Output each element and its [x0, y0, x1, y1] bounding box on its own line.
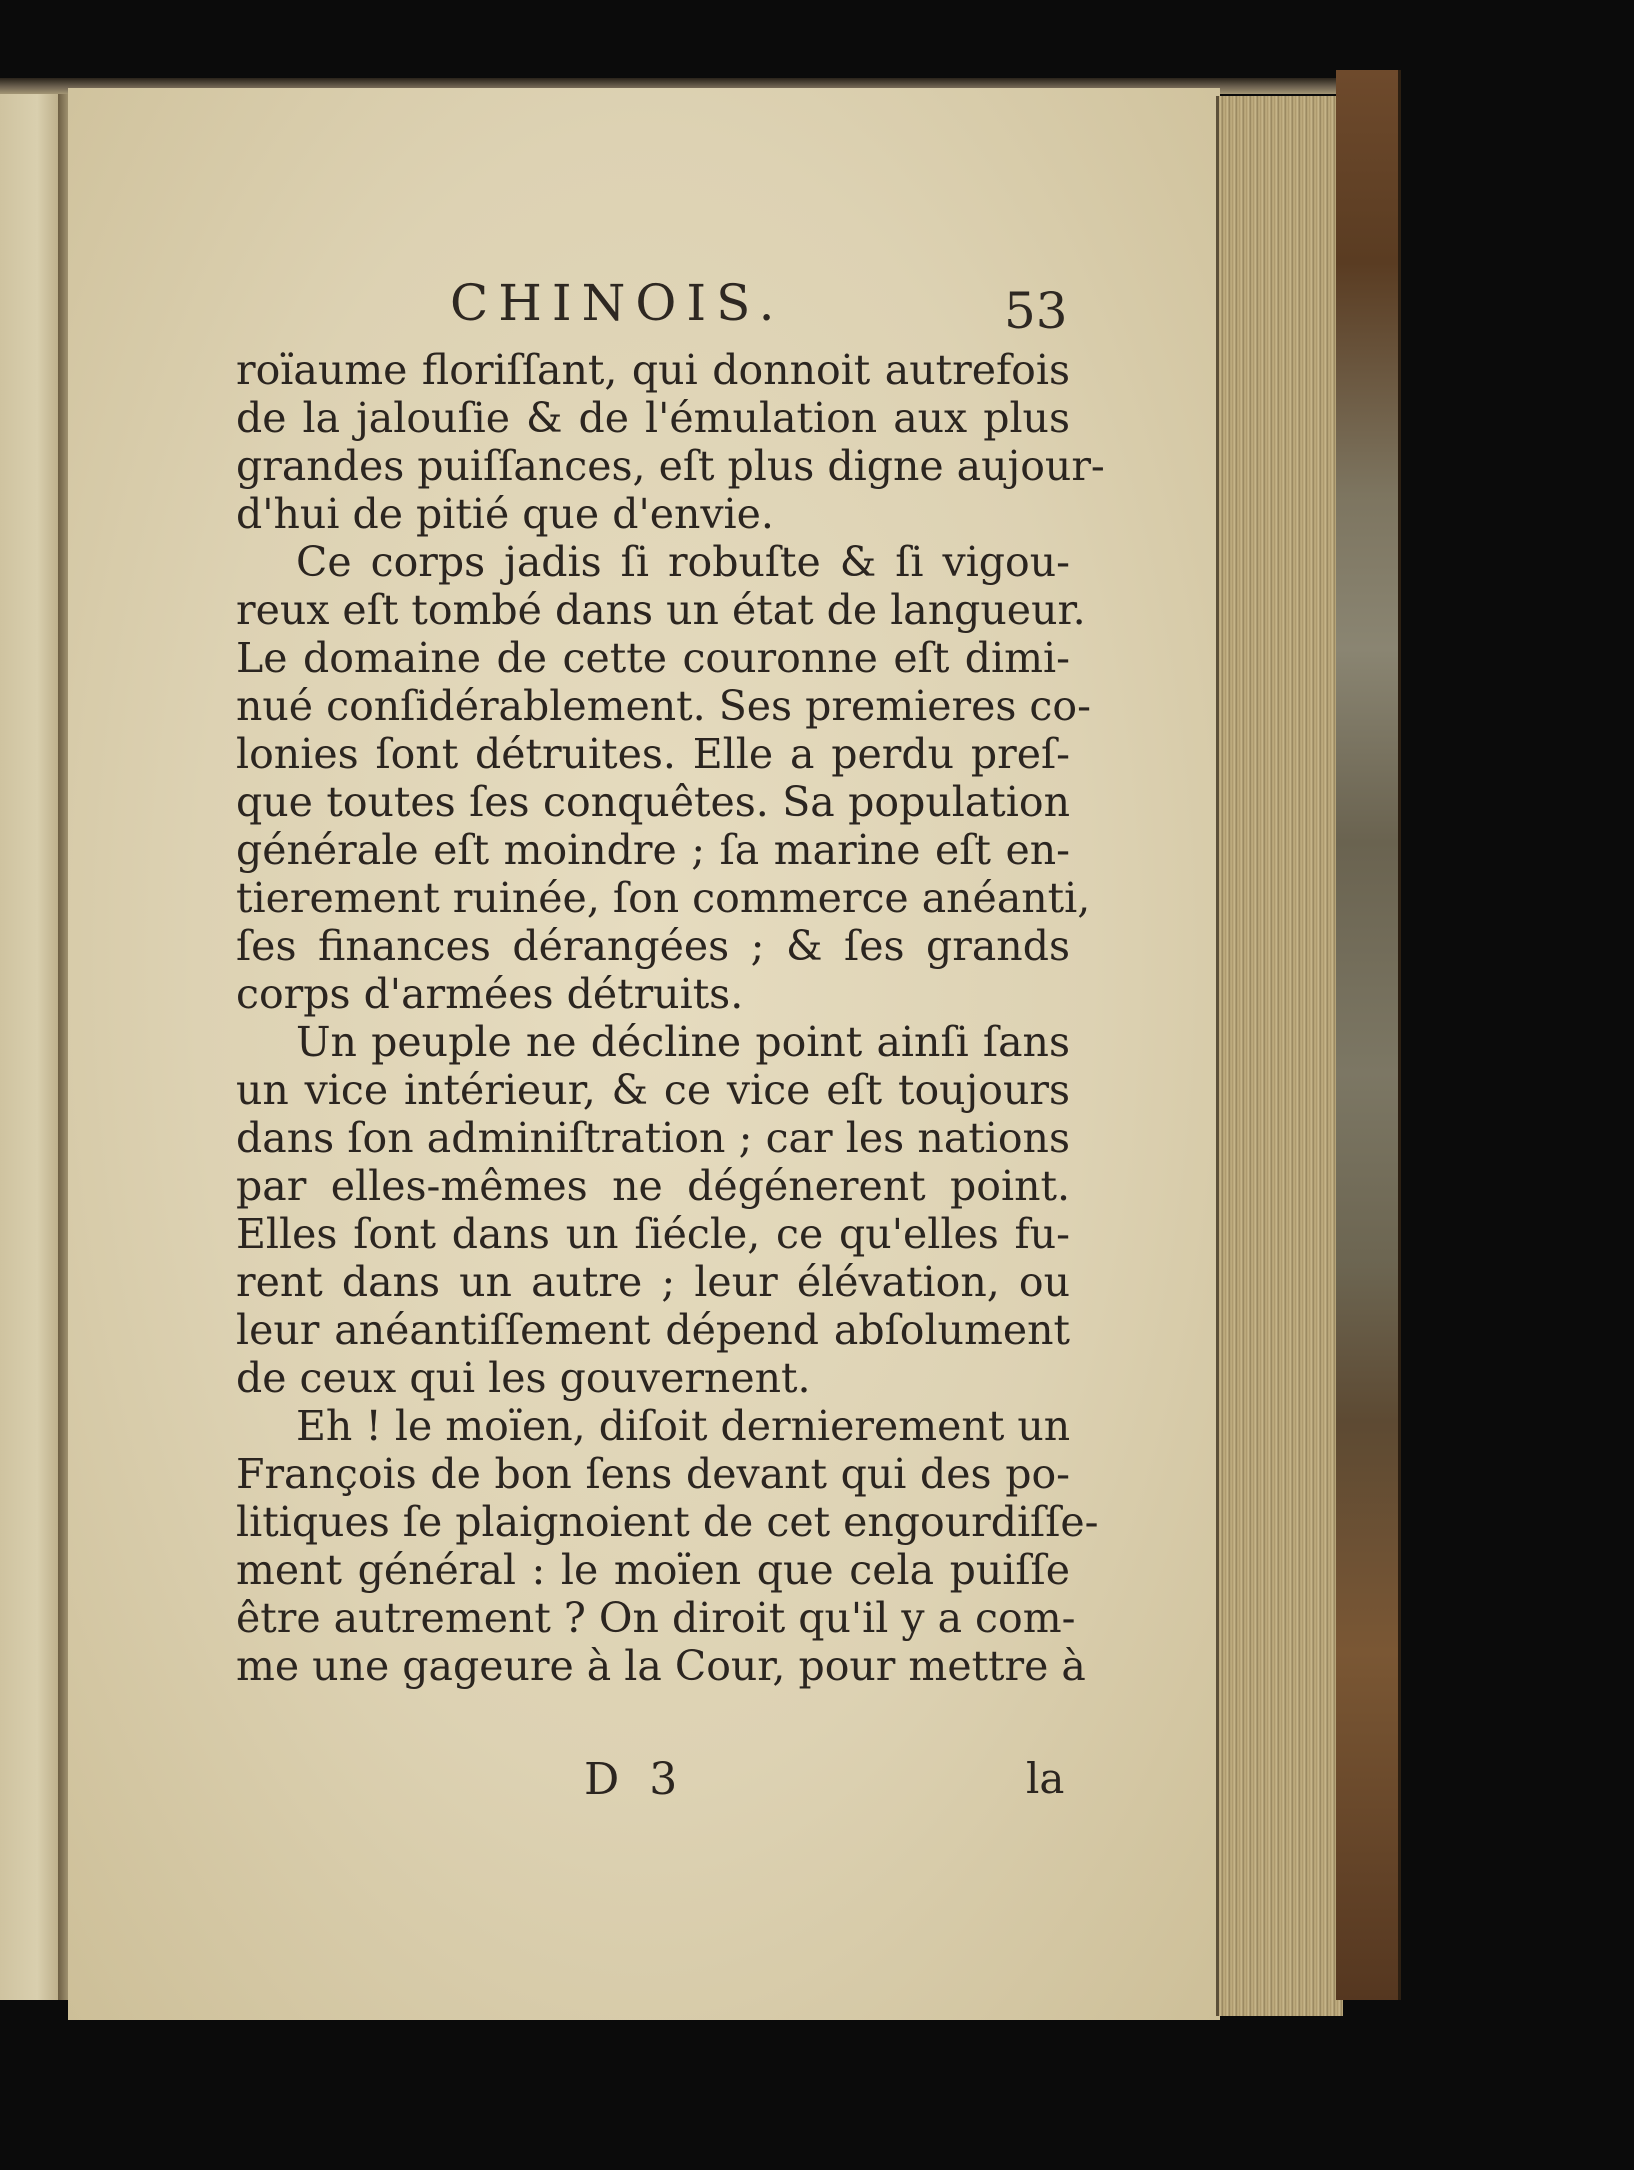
text-line: être autrement ? On diroit qu'il y a com-	[236, 1594, 1076, 1642]
text-line: nué conſidérablement. Ses premieres co-	[236, 682, 1091, 730]
text-line: par elles-mêmes ne dégénerent point.	[236, 1162, 1070, 1210]
text-line: leur anéantiſſement dépend abſolument	[236, 1306, 1070, 1354]
text-line: Un peuple ne décline point ainſi ſans	[296, 1018, 1070, 1066]
text-line: Ce corps jadis ſi robuſte & ſi vigou-	[296, 538, 1070, 586]
text-line: ſes finances dérangées ; & ſes grands	[236, 922, 1070, 970]
text-line: que toutes ſes conquêtes. Sa population	[236, 778, 1070, 826]
text-line: roïaume floriſſant, qui donnoit autrefois	[236, 346, 1070, 394]
catchword: la	[1026, 1754, 1065, 1803]
signature-mark: D 3	[584, 1754, 686, 1805]
text-line: Eh ! le moïen, diſoit dernierement un	[296, 1402, 1071, 1450]
text-line: dans ſon adminiſtration ; car les nations	[236, 1114, 1070, 1162]
text-line: litiques ſe plaignoient de cet engourdiſſe-	[236, 1498, 1099, 1546]
text-line: corps d'armées détruits.	[236, 970, 744, 1018]
text-line: lonies ſont détruites. Elle a perdu preſ-	[236, 730, 1070, 778]
text-line: me une gageure à la Cour, pour mettre à	[236, 1642, 1086, 1690]
text-line: reux eſt tombé dans un état de langueur.	[236, 586, 1086, 634]
text-line: de ceux qui les gouvernent.	[236, 1354, 811, 1402]
text-line: tierement ruinée, ſon commerce anéanti,	[236, 874, 1091, 922]
text-line: un vice intérieur, & ce vice eſt toujours	[236, 1066, 1070, 1114]
page-stack-fore-edge	[1216, 96, 1343, 2016]
facing-page-edge	[0, 88, 64, 2000]
page-number: 53	[1004, 282, 1068, 340]
text-line: d'hui de pitié que d'envie.	[236, 490, 774, 538]
text-line: de la jalouſie & de l'émulation aux plus	[236, 394, 1070, 442]
text-line: générale eſt moindre ; ſa marine eſt en-	[236, 826, 1070, 874]
text-line: ment général : le moïen que cela puiſſe	[236, 1546, 1070, 1594]
text-line: grandes puiſſances, eſt plus digne aujour-	[236, 442, 1105, 490]
text-line: Le domaine de cette couronne eſt dimi-	[236, 634, 1070, 682]
leather-cover	[1336, 70, 1401, 2000]
text-line: François de bon ſens devant qui des po-	[236, 1450, 1070, 1498]
text-line: rent dans un autre ; leur élévation, ou	[236, 1258, 1070, 1306]
running-head: CHINOIS.	[450, 274, 785, 332]
text-line: Elles ſont dans un ſiécle, ce qu'elles fu-	[236, 1210, 1070, 1258]
